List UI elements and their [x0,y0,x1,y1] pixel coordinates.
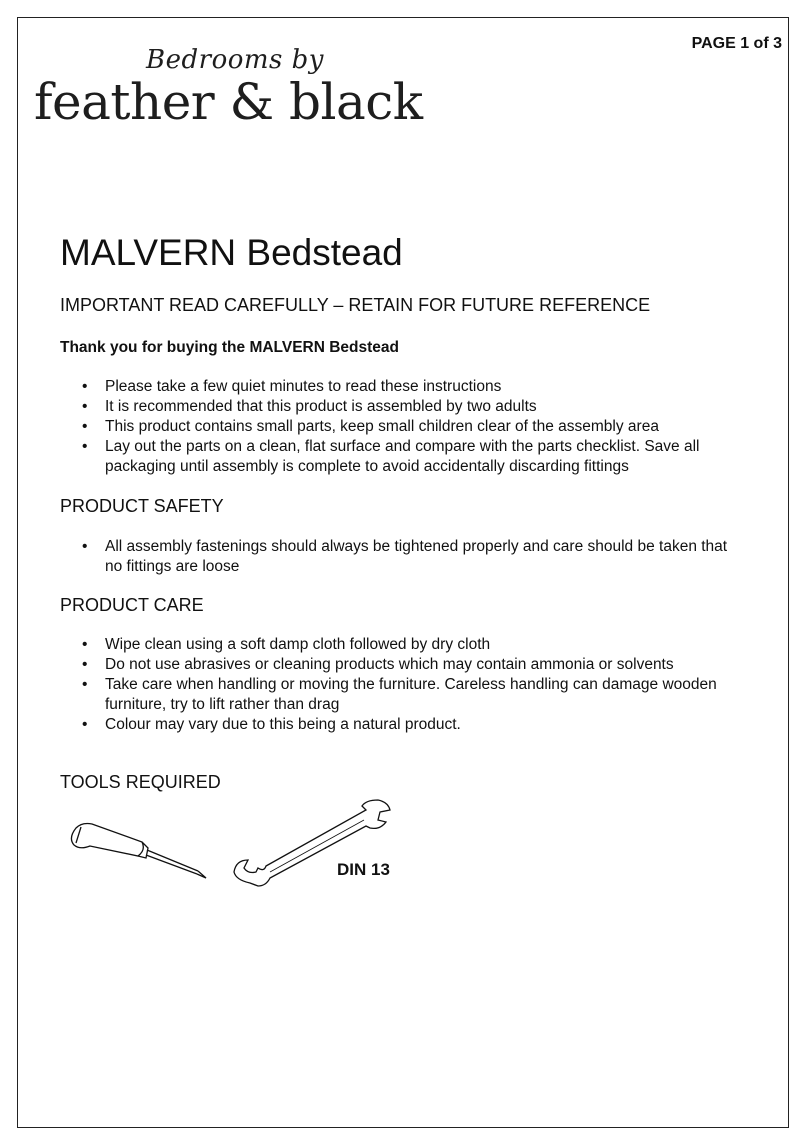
care-heading: PRODUCT CARE [60,595,204,615]
intro-list [82,377,732,477]
safety-heading: PRODUCT SAFETY [60,496,224,516]
thank-you-line: Thank you for buying the MALVERN Bedstead [60,339,400,356]
tools-illustration [60,798,460,908]
care-list [82,635,732,735]
screwdriver-icon [71,824,206,879]
list-item: • Do not use abrasives or cleaning products which may contain ammonia or solvents [82,655,732,675]
list-item: • All assembly fastenings should always be tightened properly and care should be taken that no fittings are loose [82,537,732,577]
important-notice: IMPORTANT READ CAREFULLY – RETAIN FOR FUTURE REFERENCE [60,295,651,315]
list-item: • Wipe clean using a soft damp cloth followed by dry cloth [82,635,732,655]
page-number: PAGE 1 of 3 [691,35,782,52]
safety-list [82,537,732,577]
list-item: • Take care when handling or moving the furniture. Careless handling can damage wooden furniture, try to lift rather than drag [82,675,732,715]
list-item: • Lay out the parts on a clean, flat surface and compare with the parts checklist. Save all packaging until assembly is complete to avoid accidentally discarding fittings [82,437,732,477]
list-item: • Colour may vary due to this being a natural product. [82,715,732,735]
document-title: MALVERN Bedstead [60,232,403,273]
list-item: • Please take a few quiet minutes to read these instructions [82,377,732,397]
list-item: • It is recommended that this product is assembled by two adults [82,397,732,417]
logo-tagline: Bedrooms by [146,45,324,75]
list-item: • This product contains small parts, keep small children clear of the assembly area [82,417,732,437]
logo-wordmark: feather & black [34,73,423,131]
tools-heading: TOOLS REQUIRED [60,772,221,792]
spanner-size-label: DIN 13 [337,860,390,879]
